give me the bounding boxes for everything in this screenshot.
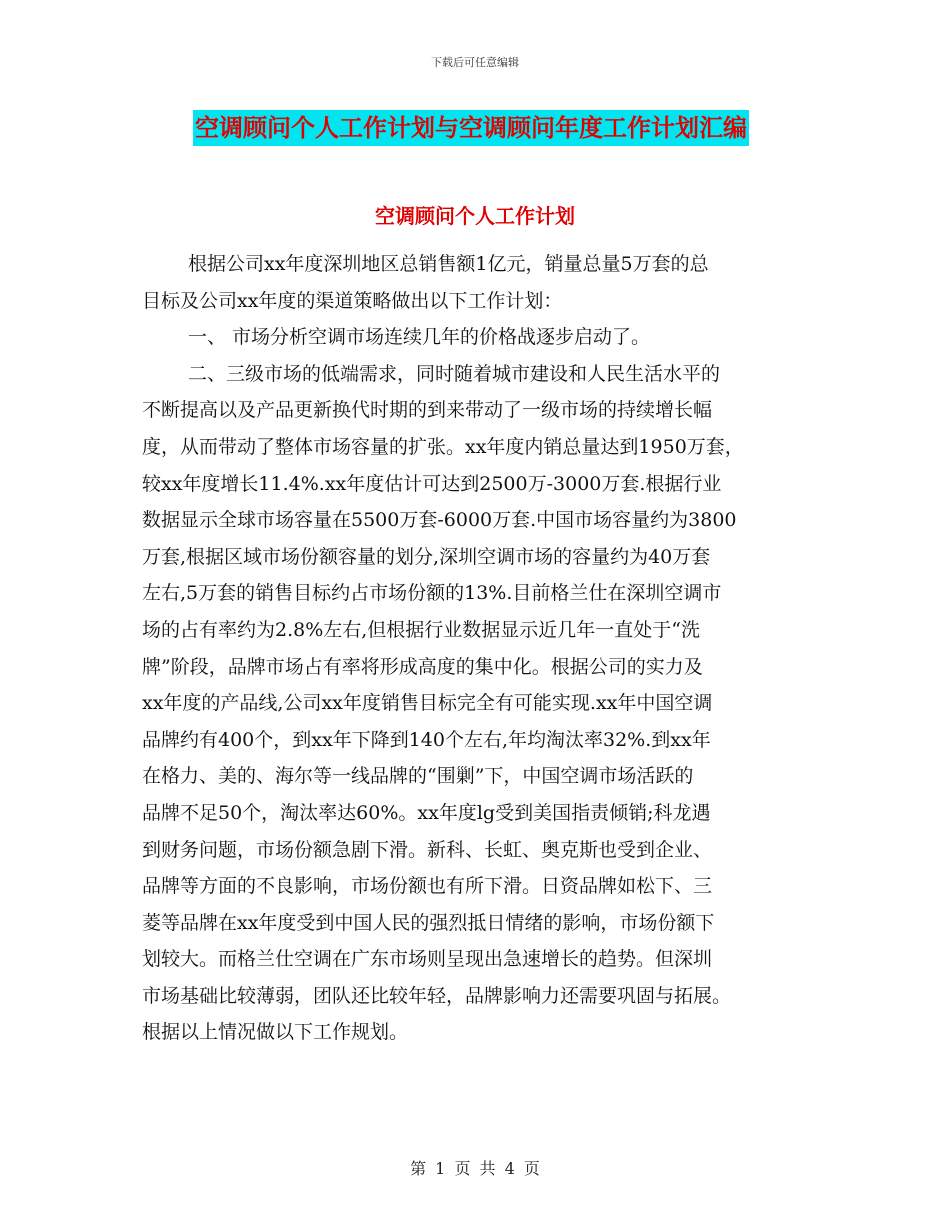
paragraph-line: 万套,根据区域市场份额容量的划分,深圳空调市场的容量约为40万套 <box>142 545 711 568</box>
page-footer: 第 1 页 共 4 页 <box>410 1159 540 1178</box>
paragraph-line: 划较大。而格兰仕空调在广东市场则呈现出急速增长的趋势。但深圳 <box>142 948 713 971</box>
paragraph-line: 品牌等方面的不良影响，市场份额也有所下滑。日资品牌如松下、三 <box>142 875 713 898</box>
paragraph-line: xx年度的产品线,公司xx年度销售目标完全有可能实现.xx年中国空调 <box>142 692 713 715</box>
paragraph-line: 根据以上情况做以下工作规划。 <box>142 1021 409 1044</box>
header-note: 下载后可任意编辑 <box>431 56 519 69</box>
paragraph-line: 较xx年度增长11.4%.xx年度估计可达到2500万-3000万套.根据行业 <box>142 472 722 495</box>
paragraph-line: 目标及公司xx年度的渠道策略做出以下工作计划： <box>142 289 563 312</box>
paragraph-line: 品牌约有400个，到xx年下降到140个左右,年均淘汰率32%.到xx年 <box>142 728 711 751</box>
paragraph-line: 不断提高以及产品更新换代时期的到来带动了一级市场的持续增长幅 <box>142 399 713 422</box>
paragraph-line: 度，从而带动了整体市场容量的扩张。xx年度内销总量达到1950万套， <box>142 435 744 458</box>
paragraph-line: 一、 市场分析空调市场连续几年的价格战逐步启动了。 <box>188 326 651 349</box>
paragraph-line: 牌”阶段，品牌市场占有率将形成高度的集中化。根据公司的实力及 <box>142 655 703 678</box>
section-title: 空调顾问个人工作计划 <box>375 204 575 228</box>
paragraph-line: 菱等品牌在xx年度受到中国人民的强烈抵日情绪的影响，市场份额下 <box>142 911 715 934</box>
paragraph-line: 市场基础比较薄弱，团队还比较年轻，品牌影响力还需要巩固与拓展。 <box>142 984 732 1007</box>
paragraph-line: 数据显示全球市场容量在5500万套-6000万套.中国市场容量约为3800 <box>142 509 737 532</box>
main-title: 空调顾问个人工作计划与空调顾问年度工作计划汇编 <box>193 110 749 146</box>
paragraph-line: 到财务问题，市场份额急剧下滑。新科、长虹、奥克斯也受到企业、 <box>142 838 713 861</box>
body-text <box>142 246 818 1051</box>
paragraph-line: 二、三级市场的低端需求，同时随着城市建设和人民生活水平的 <box>188 362 721 385</box>
paragraph-line: 场的占有率约为2.8%左右,但根据行业数据显示近几年一直处于“洗 <box>142 618 701 641</box>
paragraph-line: 左右,5万套的销售目标约占市场份额的13%.目前格兰仕在深圳空调市 <box>142 582 722 605</box>
paragraph-line: 品牌不足50个，淘汰率达60%。xx年度lg受到美国指责倾销;科龙遇 <box>142 801 711 824</box>
paragraph-line: 根据公司xx年度深圳地区总销售额1亿元，销量总量5万套的总 <box>188 253 709 275</box>
paragraph-line: 在格力、美的、海尔等一线品牌的“围剿”下，中国空调市场活跃的 <box>142 765 694 788</box>
